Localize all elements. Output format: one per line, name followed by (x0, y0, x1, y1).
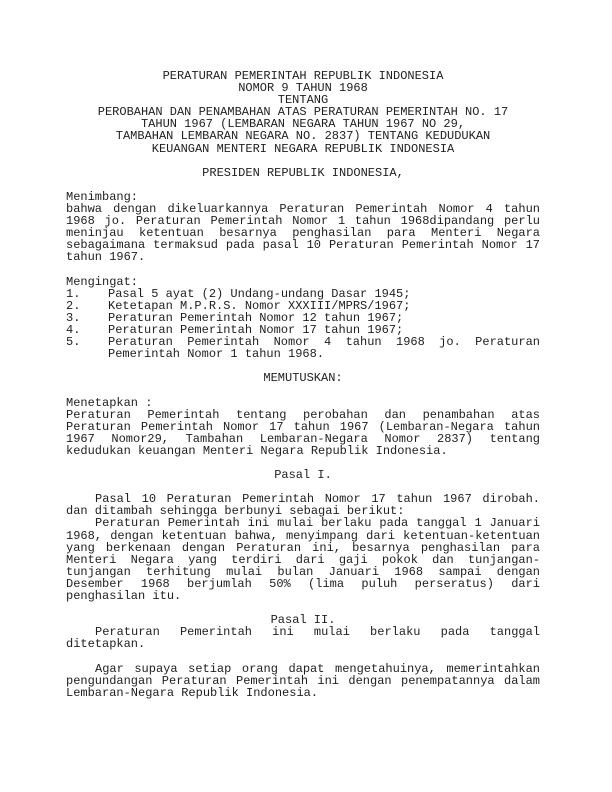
title-line: TAHUN 1967 (LEMBARAN NEGARA TAHUN 1967 NO 29, (140, 117, 466, 132)
mengingat-item (66, 288, 540, 300)
pasal-i-text-line: 1968, dengan ketentuan bahwa, menyimpang dari ketentuan-ketentuan (66, 528, 540, 543)
title-line: KEUANGAN MENTERI NEGARA REPUBLIK INDONESIA (151, 141, 455, 156)
list-item-number: 4. (66, 322, 81, 337)
menimbang-text-line: sebagaimana termaksud pada pasal 10 Peraturan Pemerintah Nomor 17 (66, 238, 540, 253)
menetapkan-label: Menetapkan : (66, 395, 153, 410)
blank-line (66, 155, 540, 167)
list-item-text: Peraturan Pemerintah Nomor 12 tahun 1967; (108, 310, 404, 325)
closing-text-line: pengundangan Peraturan Pemerintah ini dengan penempatannya dalam (66, 673, 540, 688)
list-item-number: 5. (66, 335, 81, 350)
menetapkan-text-line: Peraturan Pemerintah tentang perobahan dan penambahan atas (66, 407, 540, 422)
pasal-i-text-line: tunjangan terhitung mulai bulan Januari 1968 sampai dengan (66, 564, 540, 579)
memutuskan-heading: MEMUTUSKAN: (263, 371, 343, 386)
title-line: TAMBAHAN LEMBARAN NEGARA NO. 2837) TENTANG KEDUDUKAN (115, 129, 491, 144)
list-item-text: Ketetapan M.P.R.S. Nomor XXXIII/MPRS/1967; (108, 298, 411, 313)
pasal-i-text-line: Peraturan Pemerintah ini mulai berlaku pada tanggal 1 Januari (95, 516, 540, 531)
title-line: PEROBAHAN DAN PENAMBAHAN ATAS PERATURAN PEMERINTAH NO. 17 (97, 105, 509, 120)
list-item-text: Pasal 5 ayat (2) Undang-undang Dasar 1945; (108, 286, 411, 301)
pasal-ii-heading: Pasal II. (270, 613, 336, 628)
pasal-i-text-line: penghasilan itu. (66, 589, 182, 604)
title-line: PERATURAN PEMERINTAH REPUBLIK INDONESIA (162, 69, 444, 83)
mengingat-label: Mengingat: (66, 274, 139, 289)
mengingat-item-continuation: Pemerintah Nomor 1 tahun 1968. (108, 347, 325, 362)
pasal-i-heading: Pasal I. (274, 468, 332, 483)
menetapkan-text-line: Peraturan Pemerintah Nomor 17 tahun 1967 (Lembaran-Negara tahun (66, 419, 540, 434)
menetapkan-text-line: 1967 Nomor29, Tambahan Lembaran-Negara Nomor 2837) tentang (66, 431, 540, 446)
list-item-text: Peraturan Pemerintah Nomor 17 tahun 1967; (108, 322, 404, 337)
menimbang-label: Menimbang: (66, 189, 139, 204)
menimbang-text-line: meninjau ketentuan besarnya penghasilan para Menteri Negara (66, 226, 540, 241)
title-line: NOMOR 9 TAHUN 1968 (238, 81, 368, 96)
pasal-i-text-line: Pasal 10 Peraturan Pemerintah Nomor 17 tahun 1967 dirobah. (95, 492, 540, 507)
blank-line (66, 264, 540, 276)
salutation: PRESIDEN REPUBLIK INDONESIA, (202, 165, 404, 180)
list-item-number: 1. (66, 286, 81, 301)
list-item-text: Peraturan Pemerintah Nomor 4 tahun 1968 jo. Peraturan (108, 335, 540, 350)
blank-line (66, 384, 540, 396)
closing-text-line: Lembaran-Negara Republik Indonesia. (66, 685, 319, 700)
title-line: TENTANG (277, 93, 329, 108)
pasal-i-text-line: Desember 1968 berjumlah 50% (lima puluh perseratus) dari (66, 576, 540, 591)
blank-line (66, 651, 540, 663)
menimbang-text-line: tahun 1967. (66, 250, 146, 265)
pasal-i-text-line: dan ditambah sehingga berbunyi sebagai berikut: (66, 504, 405, 519)
menimbang-text-line: bahwa dengan dikeluarkannya Peraturan Pemerintah Nomor 4 tahun (66, 202, 540, 217)
menimbang-text-line: 1968 jo. Peraturan Pemerintah Nomor 1 tahun 1968dipandang perlu (66, 214, 540, 229)
list-item-number: 3. (66, 310, 81, 325)
pasal-i-text-line: Menteri Negara yang terdiri dari gaji pokok dan tunjangan- (66, 552, 540, 567)
pasal-ii-text-line: ditetapkan. (66, 637, 146, 652)
closing-text-line: Agar supaya setiap orang dapat mengetahuinya, memerintahkan (95, 661, 540, 676)
pasal-ii-text-line: Peraturan Pemerintah ini mulai berlaku pada tanggal (95, 625, 540, 640)
pasal-i-text-line: yang berkenaan dengan Peraturan ini, besarnya penghasilan para (66, 540, 540, 555)
menetapkan-text-line: kedudukan keuangan Menteri Negara Republik Indonesia. (66, 443, 448, 458)
document-text-column (66, 70, 540, 699)
list-item-number: 2. (66, 298, 81, 313)
